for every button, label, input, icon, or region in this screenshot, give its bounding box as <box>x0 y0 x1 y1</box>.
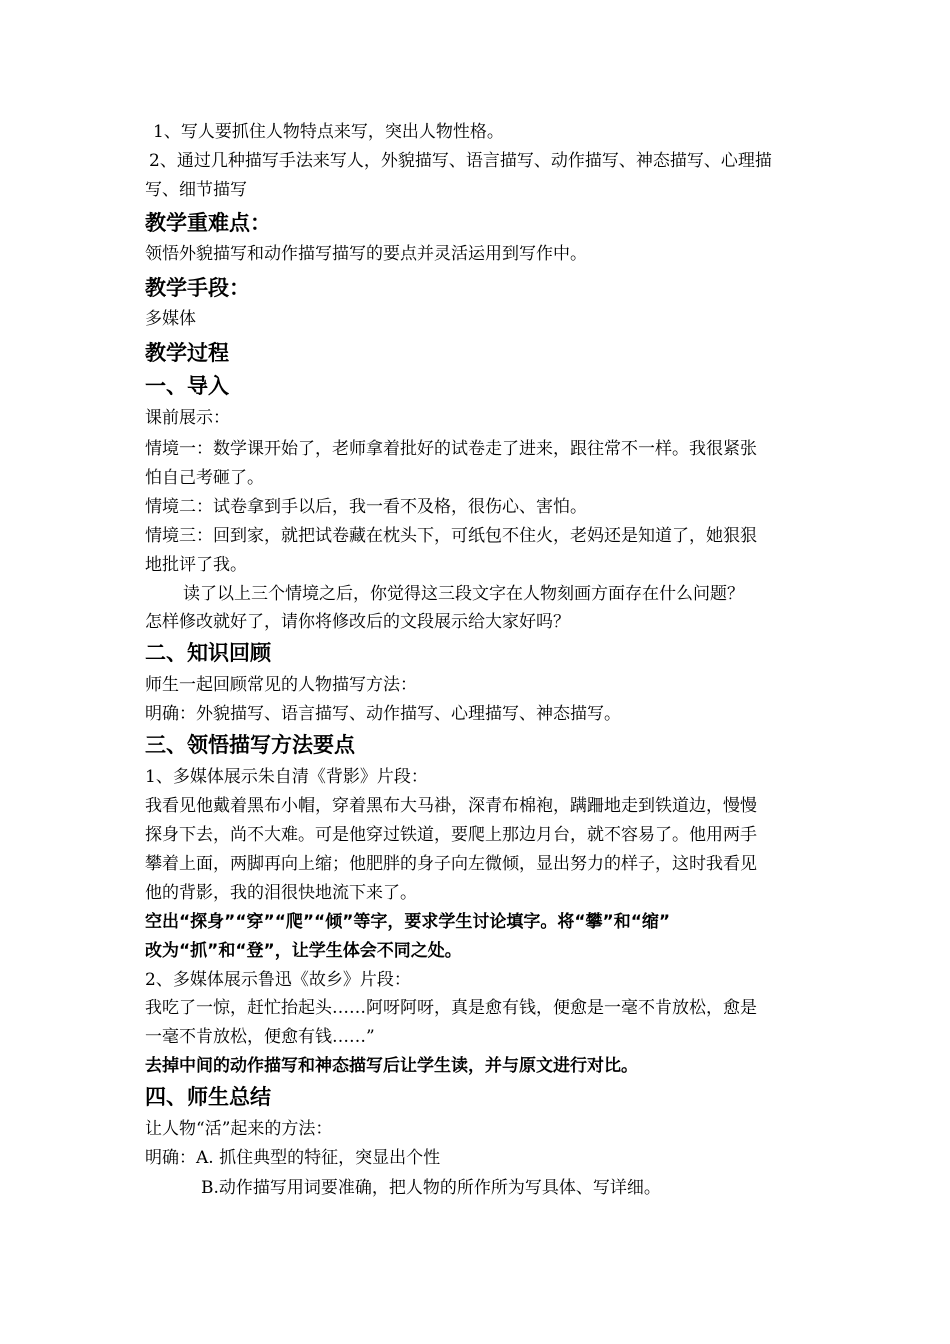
review-text-2: 明确：外貌描写、语言描写、动作描写、心理描写、神态描写。 <box>145 704 621 724</box>
passage-1-title: 1、多媒体展示朱自清《背影》片段： <box>145 767 428 787</box>
process-heading: 教学过程 <box>145 341 229 365</box>
objective-1: 1、写人要抓住人物特点来写，突出人物性格。 <box>153 122 504 142</box>
review-text-1: 师生一起回顾常见的人物描写方法： <box>145 675 417 695</box>
question-line-1: 读了以上三个情境之后，你觉得这三段文字在人物刻画方面存在什么问题？ <box>183 584 744 604</box>
section-4-heading: 四、师生总结 <box>145 1085 271 1109</box>
passage-2-title: 2、多媒体展示鲁迅《故乡》片段： <box>145 970 411 990</box>
passage-2-line-1: 我吃了一惊，赶忙抬起头……阿呀阿呀，真是愈有钱，便愈是一毫不肯放松，愈是 <box>145 998 757 1018</box>
scenario-3-line-1: 情境三：回到家，就把试卷藏在枕头下，可纸包不住火，老妈还是知道了，她狠狠 <box>145 526 757 546</box>
section-3-heading: 三、领悟描写方法要点 <box>145 733 355 757</box>
passage-1-task-line-1: 空出“探身”“穿”“爬”“倾”等字，要求学生讨论填字。将“攀”和“缩” <box>145 912 671 932</box>
summary-intro: 让人物“活”起来的方法： <box>145 1119 333 1139</box>
passage-1-line-3: 攀着上面，两脚再向上缩；他肥胖的身子向左微倾，显出努力的样子，这时我看见 <box>145 854 757 874</box>
passage-1-line-2: 探身下去，尚不大难。可是他穿过铁道，要爬上那边月台，就不容易了。他用两手 <box>145 825 757 845</box>
passage-1-line-4: 他的背影，我的泪很快地流下来了。 <box>145 883 417 903</box>
section-1-intro: 课前展示： <box>145 408 230 428</box>
summary-point-a: 明确：A. 抓住典型的特征，突显出个性 <box>145 1148 441 1168</box>
scenario-2: 情境二：试卷拿到手以后，我一看不及格，很伤心、害怕。 <box>145 497 587 517</box>
key-points-heading: 教学重难点： <box>145 211 271 235</box>
summary-point-b: B.动作描写用词要准确，把人物的所作所为写具体、写详细。 <box>201 1178 661 1198</box>
scenario-1-line-1: 情境一：数学课开始了，老师拿着批好的试卷走了进来，跟往常不一样。我很紧张 <box>145 439 757 459</box>
passage-2-line-2: 一毫不肯放松，便愈有钱……” <box>145 1027 375 1047</box>
section-1-heading: 一、导入 <box>145 374 229 398</box>
objective-2-line-1: 2、通过几种描写手法来写人，外貌描写、语言描写、动作描写、神态描写、心理描 <box>149 151 772 171</box>
scenario-3-line-2: 地批评了我。 <box>145 555 247 575</box>
objective-2-line-2: 写、细节描写 <box>145 180 247 200</box>
means-text: 多媒体 <box>145 309 196 329</box>
question-line-2: 怎样修改就好了，请你将修改后的文段展示给大家好吗？ <box>145 612 570 632</box>
passage-1-line-1: 我看见他戴着黑布小帽，穿着黑布大马褂，深青布棉袍，蹒跚地走到铁道边，慢慢 <box>145 796 757 816</box>
section-2-heading: 二、知识回顾 <box>145 641 271 665</box>
scenario-1-line-2: 怕自己考砸了。 <box>145 468 264 488</box>
key-points-text: 领悟外貌描写和动作描写描写的要点并灵活运用到写作中。 <box>145 244 587 264</box>
passage-1-task-line-2: 改为“抓”和“登”，让学生体会不同之处。 <box>145 941 462 961</box>
passage-2-task: 去掉中间的动作描写和神态描写后让学生读，并与原文进行对比。 <box>145 1056 638 1076</box>
means-heading: 教学手段： <box>145 276 250 300</box>
